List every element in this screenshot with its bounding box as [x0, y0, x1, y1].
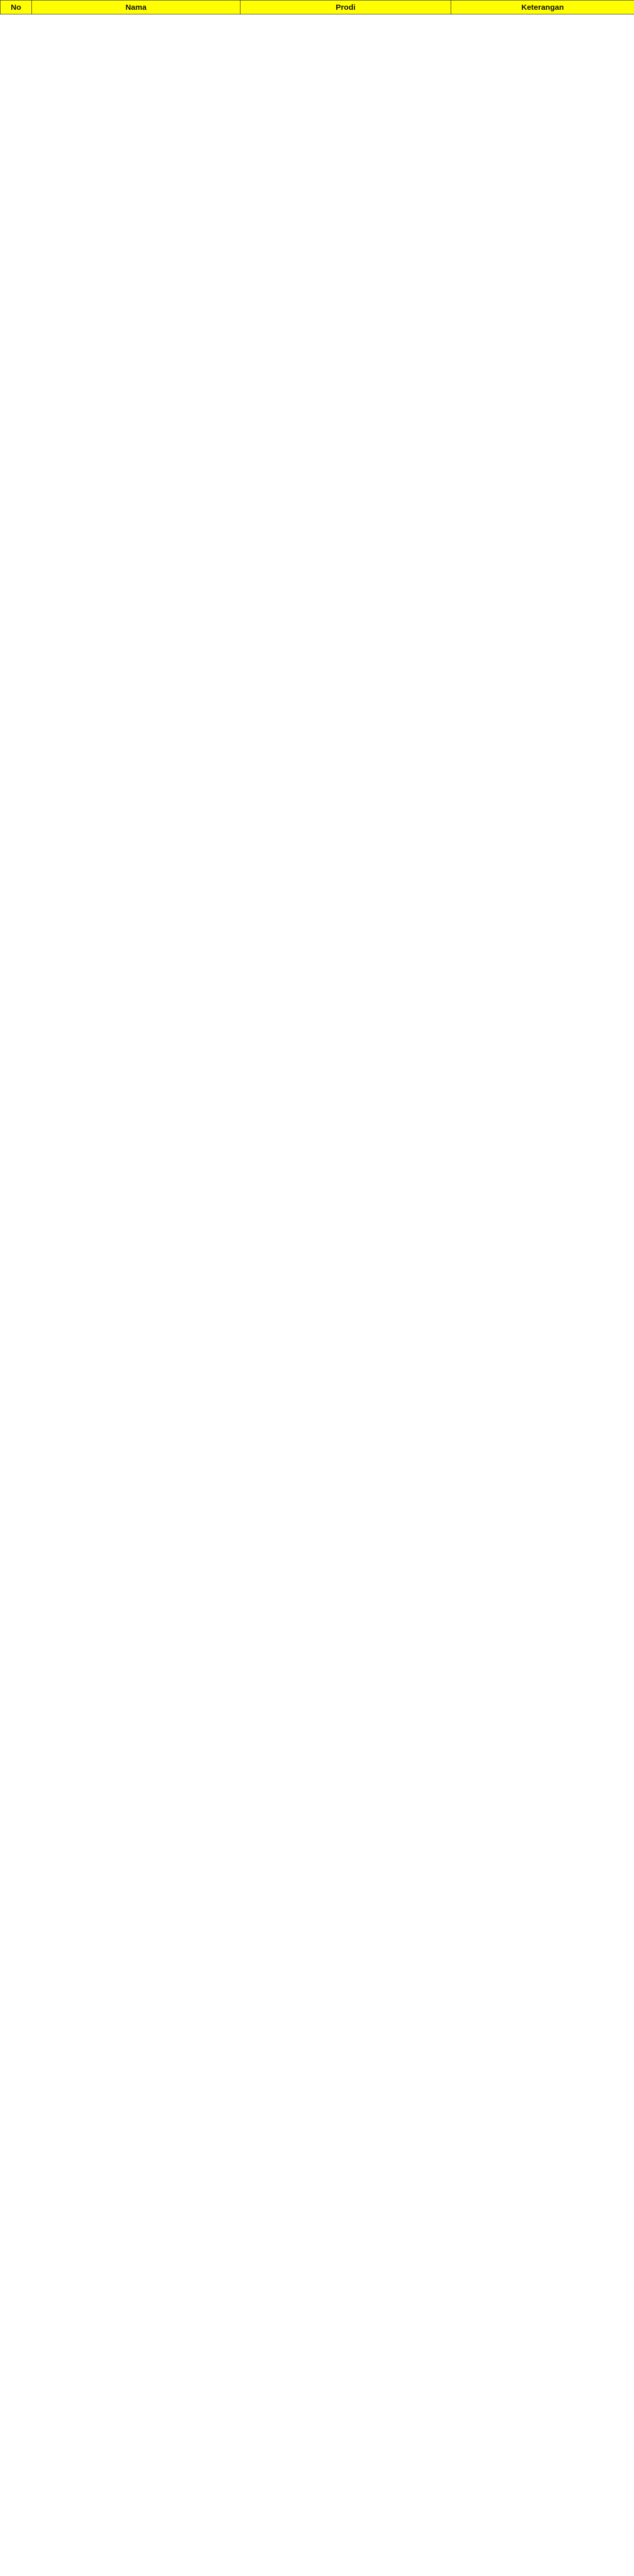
table-header-row [1, 1, 634, 14]
scholarship-table [0, 0, 634, 14]
header-no: No [1, 1, 32, 14]
header-keterangan: Keterangan [451, 1, 634, 14]
header-nama: Nama [32, 1, 241, 14]
header-prodi: Prodi [241, 1, 451, 14]
